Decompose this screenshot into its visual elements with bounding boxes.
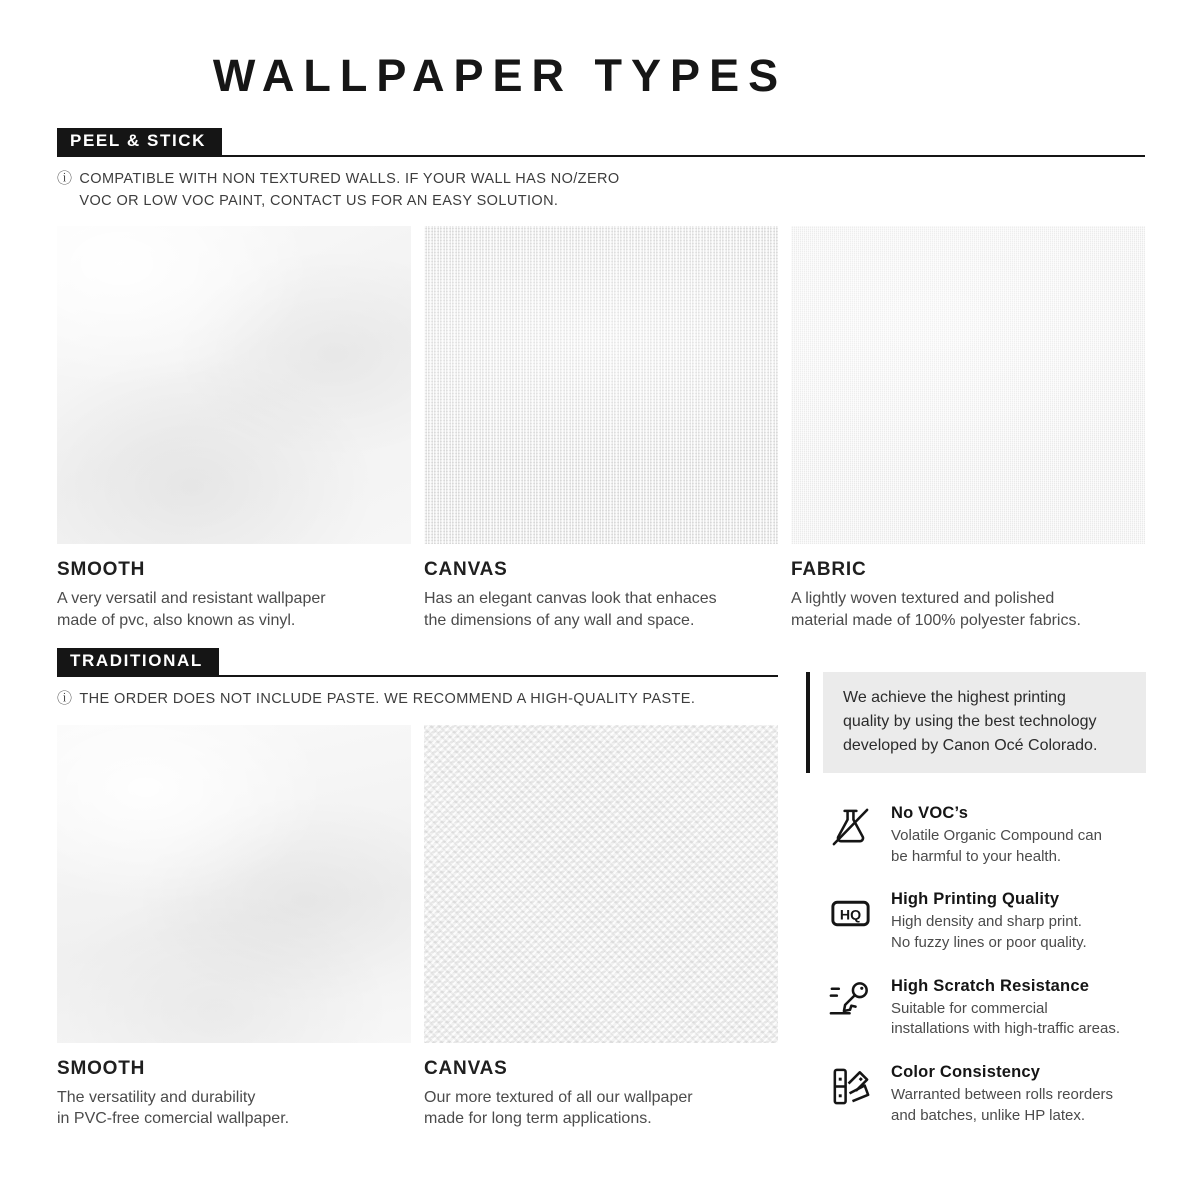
feature-text — [891, 912, 1087, 953]
desc-line: the dimensions of any wall and space. — [424, 611, 695, 629]
desc-line: material made of 100% polyester fabrics. — [791, 611, 1081, 629]
section-peel-and-stick — [57, 128, 1145, 631]
desc-line: Has an elegant canvas look that enhaces — [424, 590, 717, 608]
feature-body — [891, 977, 1120, 1040]
feature-high-scratch-resistance — [827, 977, 1146, 1040]
swatch-image-fabric — [791, 226, 1145, 544]
feature-list — [806, 804, 1146, 1127]
note-line: THE ORDER DOES NOT INCLUDE PASTE. WE RECOMMEND A HIGH-QUALITY PASTE. — [79, 691, 696, 707]
feature-no-voc — [827, 804, 1146, 867]
feature-color-consistency — [827, 1063, 1146, 1126]
quote-text — [823, 672, 1146, 773]
no-voc-flask-icon — [827, 804, 874, 851]
desc-line: A very versatil and resistant wallpaper — [57, 590, 326, 608]
right-column — [806, 672, 1146, 1150]
feature-body — [891, 890, 1087, 953]
desc-line: made for long term applications. — [424, 1110, 652, 1128]
swatch-grid-traditional — [57, 725, 778, 1130]
note-traditional — [57, 688, 778, 711]
swatch-card-canvas — [424, 226, 778, 631]
swatch-card-smooth-traditional — [57, 725, 411, 1130]
section-header-peel-stick — [57, 128, 1145, 157]
feature-title: High Scratch Resistance — [891, 976, 1090, 995]
feature-text-line: Suitable for commercial — [891, 999, 1048, 1017]
feature-title: No VOC’s — [891, 804, 969, 822]
info-icon: ⓘ — [57, 690, 73, 707]
desc-line: Our more textured of all our wallpaper — [424, 1088, 693, 1106]
feature-text — [891, 999, 1120, 1040]
hq-badge-text: HQ — [839, 907, 862, 924]
swatch-description — [424, 588, 778, 631]
hq-badge-icon — [827, 890, 874, 937]
note-text — [79, 168, 619, 212]
swatch-image-smooth — [57, 226, 411, 544]
swatch-image-canvas — [424, 226, 778, 544]
feature-body — [891, 1063, 1113, 1126]
feature-text-line: and batches, unlike HP latex. — [891, 1106, 1086, 1124]
desc-line: The versatility and durability — [57, 1088, 256, 1106]
note-line: VOC OR LOW VOC PAINT, CONTACT US FOR AN EASY SOLUTION. — [79, 193, 559, 210]
page-title: WALLPAPER TYPES — [212, 50, 788, 101]
section-traditional — [57, 648, 778, 1130]
section-label-traditional: TRADITIONAL — [57, 648, 219, 675]
feature-text-line: Volatile Organic Compound can — [891, 827, 1102, 844]
feature-text-line: be harmful to your health. — [891, 847, 1062, 865]
key-scratch-icon — [827, 977, 874, 1024]
note-text — [79, 688, 695, 711]
feature-body — [891, 804, 1102, 867]
desc-line: A lightly woven textured and polished — [791, 590, 1055, 608]
swatch-name: CANVAS — [424, 1057, 508, 1079]
swatch-name: CANVAS — [424, 559, 508, 581]
printing-quality-quote — [806, 672, 1146, 773]
feature-title: Color Consistency — [891, 1063, 1041, 1082]
swatch-description — [791, 588, 1145, 631]
feature-title: High Printing Quality — [891, 890, 1060, 909]
feature-text-line: installations with high-traffic areas. — [891, 1020, 1120, 1038]
section-header-traditional — [57, 648, 778, 677]
swatch-name: SMOOTH — [57, 1057, 146, 1079]
quote-line: developed by Canon Océ Colorado. — [843, 737, 1098, 754]
swatch-name: SMOOTH — [57, 559, 146, 581]
swatch-description — [57, 1087, 411, 1130]
quote-accent-bar — [806, 672, 810, 773]
swatch-description — [57, 588, 411, 631]
note-line: COMPATIBLE WITH NON TEXTURED WALLS. IF YOUR WALL HAS NO/ZERO — [79, 171, 620, 187]
desc-line: in PVC-free comercial wallpaper. — [57, 1110, 290, 1128]
swatch-grid-peel-stick — [57, 226, 1145, 631]
swatch-image-canvas-traditional — [424, 725, 778, 1043]
swatch-description — [424, 1087, 778, 1130]
feature-text-line: No fuzzy lines or poor quality. — [891, 934, 1087, 952]
quote-line: We achieve the highest printing — [843, 689, 1066, 706]
feature-text-line: High density and sharp print. — [891, 913, 1082, 931]
swatch-card-fabric — [791, 226, 1145, 631]
feature-text-line: Warranted between rolls reorders — [891, 1086, 1114, 1104]
feature-text — [891, 1085, 1113, 1126]
swatch-card-smooth — [57, 226, 411, 631]
quote-line: quality by using the best technology — [843, 713, 1097, 730]
desc-line: made of pvc, also known as vinyl. — [57, 611, 296, 629]
swatch-card-canvas-traditional — [424, 725, 778, 1130]
feature-text — [891, 826, 1102, 867]
color-swatch-fan-icon — [827, 1063, 874, 1110]
swatch-name: FABRIC — [791, 559, 867, 581]
note-peel-stick — [57, 168, 1145, 212]
swatch-image-smooth-traditional — [57, 725, 411, 1043]
info-icon: ⓘ — [57, 170, 73, 187]
section-label-peel-stick: PEEL & STICK — [57, 128, 222, 155]
feature-high-printing-quality — [827, 890, 1146, 953]
